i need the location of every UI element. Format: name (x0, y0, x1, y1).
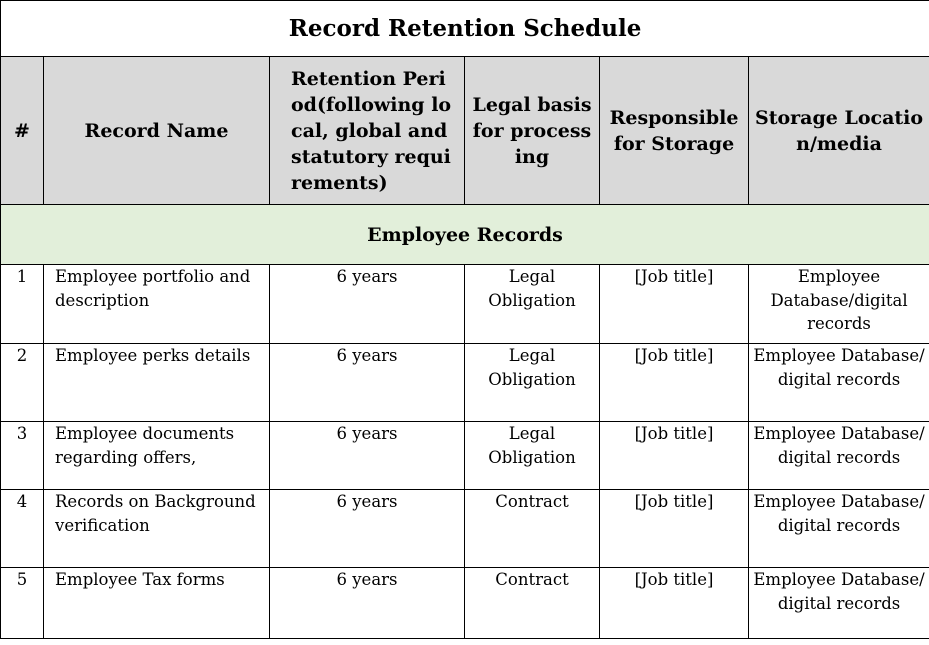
table-row (1, 568, 929, 639)
responsible-for-storage: [Job title] (600, 265, 749, 344)
section-row (1, 205, 929, 265)
row-number: 4 (1, 490, 44, 568)
responsible-for-storage: [Job title] (600, 490, 749, 568)
responsible-for-storage: [Job title] (600, 344, 749, 422)
table-row (1, 490, 929, 568)
title-row (1, 1, 929, 57)
responsible-for-storage: [Job title] (600, 568, 749, 639)
record-name: Records on Background verification (44, 490, 270, 568)
table-row (1, 265, 929, 344)
header-retention-period: Retention Period(following local, global and statutory requirements) (270, 57, 465, 205)
record-name: Employee Tax forms (44, 568, 270, 639)
legal-basis: Contract (465, 568, 600, 639)
row-number: 3 (1, 422, 44, 490)
storage-location: Employee Database/ digital records (749, 422, 929, 490)
retention-period: 6 years (270, 422, 465, 490)
header-responsible: Responsible for Storage (600, 57, 749, 205)
record-name: Employee portfolio and description (44, 265, 270, 344)
retention-period: 6 years (270, 344, 465, 422)
storage-location: Employee Database/digital records (749, 265, 929, 344)
header-storage-location: Storage Location/media (749, 57, 929, 205)
section-employee-records: Employee Records (1, 205, 929, 265)
header-record-name: Record Name (44, 57, 270, 205)
storage-location: Employee Database/ digital records (749, 344, 929, 422)
record-name: Employee perks details (44, 344, 270, 422)
storage-location: Employee Database/ digital records (749, 568, 929, 639)
row-number: 2 (1, 344, 44, 422)
header-legal-basis: Legal basis for processing (465, 57, 600, 205)
record-name: Employee documents regarding offers, (44, 422, 270, 490)
responsible-for-storage: [Job title] (600, 422, 749, 490)
retention-period: 6 years (270, 265, 465, 344)
row-number: 5 (1, 568, 44, 639)
row-number: 1 (1, 265, 44, 344)
header-row (1, 57, 929, 205)
table-row (1, 344, 929, 422)
header-num: # (1, 57, 44, 205)
legal-basis: Contract (465, 490, 600, 568)
retention-period: 6 years (270, 490, 465, 568)
legal-basis: Legal Obligation (465, 265, 600, 344)
legal-basis: Legal Obligation (465, 344, 600, 422)
table-row (1, 422, 929, 490)
legal-basis: Legal Obligation (465, 422, 600, 490)
retention-period: 6 years (270, 568, 465, 639)
table-title: Record Retention Schedule (1, 1, 929, 57)
storage-location: Employee Database/ digital records (749, 490, 929, 568)
